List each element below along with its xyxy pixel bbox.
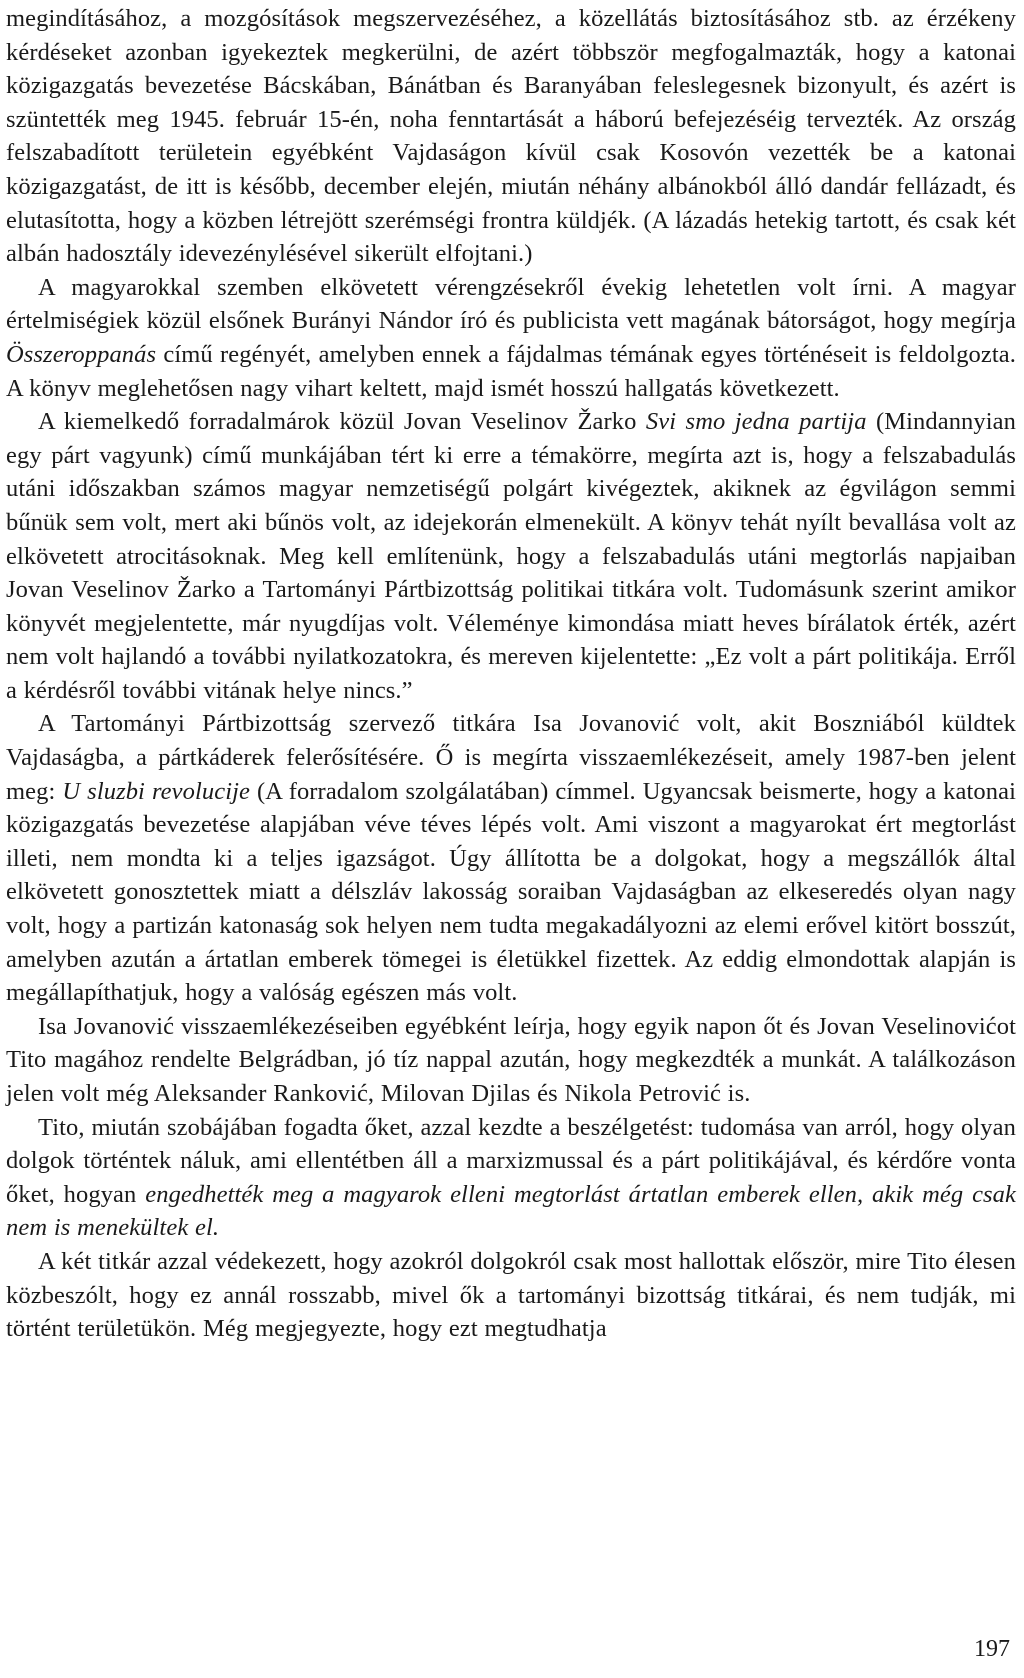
paragraph-text: című regényét, amelyben ennek a fájdalmas témának egyes történéseit is feldolgozta. A könyv meglehetősen nagy vihart keltett, majd ismét hosszú hallgatás következett. (6, 340, 1016, 402)
paragraph-text: Isa Jovanović visszaemlékezéseiben egyébként leírja, hogy egyik napon őt és Jovan Veselinovićot Tito magához rendelte Belgrádban, jó tíz nappal azután, hogy megkezdték a munkát. A találkozáson jelen volt még Aleksander Ranković, Milovan Djilas és Nikola Petrović is. (6, 1012, 1016, 1107)
paragraph (6, 2, 1016, 271)
paragraph-text: A két titkár azzal védekezett, hogy azokról dolgokról csak most hallottak először, mire Tito élesen közbeszólt, hogy ez annál rosszabb, mivel ők a tartományi bizottság titkárai, és nem tudják, mi történt területükön. Még megjegyezte, hogy ezt megtudhatja (6, 1247, 1016, 1343)
emphasis-italic: engedhették meg a magyarok elleni megtorlást ártatlan emberek ellen, akik még csak nem is menekültek el. (6, 1180, 1016, 1242)
paragraph (6, 271, 1016, 405)
paragraph (6, 1111, 1016, 1245)
paragraph (6, 1245, 1016, 1346)
paragraph-text: (Mindannyian egy párt vagyunk) című munkájában tért ki erre a témakörre, megírta azt is, hogy a felszabadulás utáni időszakban számos magyar nemzetiségű polgárt kivégeztek, akiknek az égvilágon semmi bűnük sem volt, mert aki bűnös volt, az idejekorán elmenekült. A könyv tehát nyílt bevallása volt az elkövetett atrocitásoknak. Meg kell említenünk, hogy a felszabadulás utáni megtorlás napjaiban Jovan Veselinov Žarko a Tartományi Pártbizottság politikai titkára volt. Tudomásunk szerint amikor könyvét megjelentette, már nyugdíjas volt. Véleménye kimondása miatt heves bírálatok érték, azért nem volt hajlandó a további nyilatkozatokra, és mereven kijelentette: „Ez volt a párt politikája. Erről a kérdésről további vitának helye nincs.” (6, 408, 1016, 704)
paragraph-text: (A forradalom szolgálatában) címmel. Ugyancsak beismerte, hogy a katonai közigazgatás bevezetése alapjában véve téves lépés volt. Ami viszont a magyarokat ért megtorlást illeti, nem mondta ki a teljes igazságot. Úgy állította be a dolgokat, hogy a megszállók által elkövetett gonosztettek miatt a délszláv lakosság soraiban Vajdaságban az elkeseredés olyan nagy volt, hogy a partizán katonaság sok helyen nem tudta megakadályozni az elemi erővel kitört bosszút, amelyben azután a ártatlan emberek tömegei is életükkel fizettek. Az eddig elmondottak alapján is megállapíthatjuk, hogy a valóság egészen más volt. (6, 777, 1016, 1007)
book-title-italic: Svi smo jedna partija (645, 408, 867, 436)
paragraph (6, 1010, 1016, 1111)
paragraph (6, 405, 1016, 707)
book-title-italic: Összeroppanás (6, 340, 157, 368)
page-number: 197 (974, 1636, 1010, 1662)
paragraph-text: A Tartományi Pártbizottság szervező titkára Isa Jovanović volt, akit Boszniából küldtek Vajdaságba, a pártkáderek felerősítésére. Ő is megírta visszaemlékezéseit, amely 1987-ben jelent meg: (6, 710, 1016, 805)
book-title-italic: U sluzbi revolucije (62, 777, 250, 805)
paragraph (6, 707, 1016, 1009)
paragraph-text: A magyarokkal szemben elkövetett vérengzésekről évekig lehetetlen volt írni. A magyar értelmiségiek közül elsőnek Burányi Nándor író és publicista vett magának bátorságot, hogy megírja (6, 273, 1016, 335)
paragraph-text: megindításához, a mozgósítások megszervezéséhez, a közellátás biztosításához stb. az érzékeny kérdéseket azonban igyekeztek megkerülni, de azért többször megfogalmazták, hogy a katonai közigazgatás bevezetése Bácskában, Bánátban és Baranyában feleslegesnek bizonyult, és azért is szüntették meg 1945. február 15-én, noha fenntartását a háború befejezéséig tervezték. Az ország felszabadított területein egyébként Vajdaságon kívül csak Kosovón vezették be a katonai közigazgatást, de itt is később, december elején, miután néhány albánokból álló dandár fellázadt, és elutasította, hogy a közben létrejött szerémségi frontra küldjék. (A lázadás hetekig tartott, és csak két albán hadosztály idevezénylésével sikerült elfojtani.) (6, 5, 1016, 268)
paragraph-text: Tito, miután szobájában fogadta őket, azzal kezdte a beszélgetést: tudomása van arról, hogy olyan dolgok történtek náluk, ami ellentétben áll a marxizmussal és a párt politikájával, és kérdőre vonta őket, hogyan (6, 1113, 1016, 1208)
paragraph-text: A kiemelkedő forradalmárok közül Jovan Veselinov Žarko (38, 408, 646, 436)
page-body (6, 2, 1016, 1346)
